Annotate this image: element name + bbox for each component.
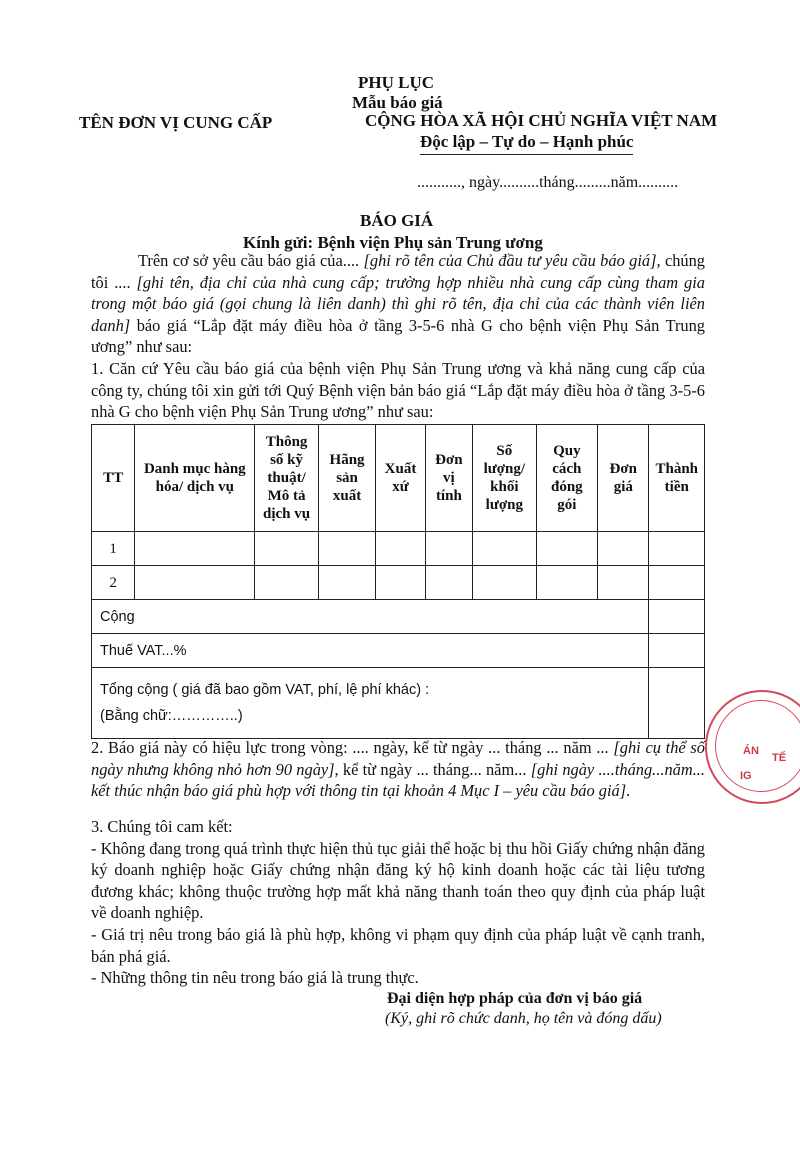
cell — [425, 532, 472, 566]
validity-section — [91, 737, 705, 802]
commitment-item: - Giá trị nêu trong báo giá là phù hợp, không vi phạm quy định của pháp luật về cạnh tranh, bán phá giá. — [91, 924, 705, 966]
validity-note: [ghi cụ thể số ngày nhưng không nhỏ hơn 90 ngày] — [91, 738, 705, 779]
signature-title: Đại diện hợp pháp của đơn vị báo giá — [387, 990, 643, 1007]
national-motto: Độc lập – Tự do – Hạnh phúc — [420, 131, 633, 155]
total-row — [92, 668, 705, 739]
validity-text: , kể từ ngày ... tháng... năm... — [334, 759, 527, 779]
table-header-row — [92, 425, 705, 532]
cell — [135, 566, 255, 600]
intro-paragraph — [91, 250, 705, 358]
cell — [376, 532, 425, 566]
header-cell: Quy cách đóng gói — [536, 425, 598, 532]
commitment-section — [91, 816, 705, 989]
header-cell: Đơn giá — [598, 425, 649, 532]
form-heading: Mẫu báo giá — [352, 93, 443, 112]
recipient-line: Kính gửi: Bệnh viện Phụ sản Trung ương — [243, 233, 543, 252]
provider-name: TÊN ĐƠN VỊ CUNG CẤP — [79, 113, 273, 132]
total-cell — [92, 668, 649, 739]
cell — [318, 566, 375, 600]
cell — [598, 566, 649, 600]
header-cell: TT — [92, 425, 135, 532]
cell — [318, 532, 375, 566]
header-cell: Thông số kỹ thuật/ Mô tả dịch vụ — [255, 425, 319, 532]
validity-note: [ghi ngày ....tháng...năm... kết thúc nhận báo giá phù hợp với thông tin tại khoản 4 Mục I – yêu cầu báo giá] — [91, 759, 705, 801]
header-cell: Xuất xứ — [376, 425, 425, 532]
cell — [536, 566, 598, 600]
quote-table — [91, 424, 705, 739]
basis-paragraph: 1. Căn cứ Yêu cầu báo giá của bệnh viện Phụ Sản Trung ương và khả năng cung cấp của công ty, chúng tôi xin gửi tới Quý Bệnh viện bản báo giá “Lắp đặt máy điều hòa ở tầng 3-5-6 nhà G cho bệnh viện Phụ Sản Trung ương” như sau: — [91, 358, 705, 422]
table-row — [92, 532, 705, 566]
intro-note: [ghi rõ tên của Chủ đầu tư yêu cầu báo giá], — [359, 251, 661, 270]
cell — [649, 634, 705, 668]
cell — [376, 566, 425, 600]
sum-row — [92, 600, 705, 634]
table-row — [92, 566, 705, 600]
header-cell: Đơn vị tính — [425, 425, 472, 532]
row-number: 2 — [92, 566, 135, 600]
cell — [255, 532, 319, 566]
commitment-title: 3. Chúng tôi cam kết: — [91, 817, 233, 836]
vat-label: Thuế VAT...% — [92, 634, 649, 668]
intro-block — [91, 250, 705, 423]
header-cell: Số lượng/ khối lượng — [473, 425, 537, 532]
stamp-mark: IG — [740, 770, 752, 782]
header-cell: Hãng sản xuất — [318, 425, 375, 532]
header-cell: Danh mục hàng hóa/ dịch vụ — [135, 425, 255, 532]
commitment-item: - Không đang trong quá trình thực hiện thủ tục giải thể hoặc bị thu hồi Giấy chứng nhận đăng ký doanh nghiệp hoặc Giấy chứng nhận đăng ký hộ kinh doanh hoặc các tài liệu tương đương khác; không thuộc trường hợp mất khả năng thanh toán theo quy định của pháp luật về doanh nghiệp. — [91, 838, 705, 923]
stamp-mark: ÁN — [743, 745, 759, 757]
signature-note: (Ký, ghi rõ chức danh, họ tên và đóng dấu) — [385, 1010, 662, 1027]
row-number: 1 — [92, 532, 135, 566]
date-line: ..........., ngày..........tháng.........năm.......... — [417, 174, 679, 191]
cell — [649, 532, 705, 566]
cell — [649, 668, 705, 739]
validity-paragraph — [91, 737, 705, 802]
intro-text: báo giá “Lắp đặt máy điều hòa ở tầng 3-5-6 nhà G cho bệnh viện Phụ Sản Trung ương” như sau: — [91, 315, 705, 357]
intro-text: chúng tôi .... — [91, 251, 705, 292]
sum-label: Cộng — [92, 600, 649, 634]
cell — [135, 532, 255, 566]
header-cell: Thành tiền — [649, 425, 705, 532]
cell — [536, 532, 598, 566]
cell — [598, 532, 649, 566]
cell — [649, 566, 705, 600]
intro-text: Trên cơ sở yêu cầu báo giá của.... — [138, 251, 360, 270]
validity-text: 2. Báo giá này có hiệu lực trong vòng: .... ngày, kể từ ngày ... tháng ... năm ... — [91, 738, 609, 757]
total-label: Tổng cộng ( giá đã bao gồm VAT, phí, lệ phí khác) : — [100, 682, 430, 698]
appendix-heading: PHỤ LỤC — [358, 73, 435, 92]
vat-row — [92, 634, 705, 668]
cell — [425, 566, 472, 600]
cell — [649, 600, 705, 634]
intro-note: [ghi tên, địa chỉ của nhà cung cấp; trường hợp nhiều nhà cung cấp cùng tham gia trong một báo giá (gọi chung là liên danh) thì ghi rõ tên, địa chỉ của các thành viên liên danh] — [91, 272, 705, 335]
cell — [255, 566, 319, 600]
nation-name: CỘNG HÒA XÃ HỘI CHỦ NGHĨA VIỆT NAM — [365, 111, 718, 130]
stamp-mark: TẾ — [772, 752, 787, 764]
commitment-item: - Những thông tin nêu trong báo giá là trung thực. — [91, 968, 419, 988]
document-title: BÁO GIÁ — [360, 211, 434, 230]
validity-text: . — [626, 781, 631, 801]
amount-in-words: (Bằng chữ:…………..) — [100, 708, 243, 724]
cell — [473, 532, 537, 566]
cell — [473, 566, 537, 600]
